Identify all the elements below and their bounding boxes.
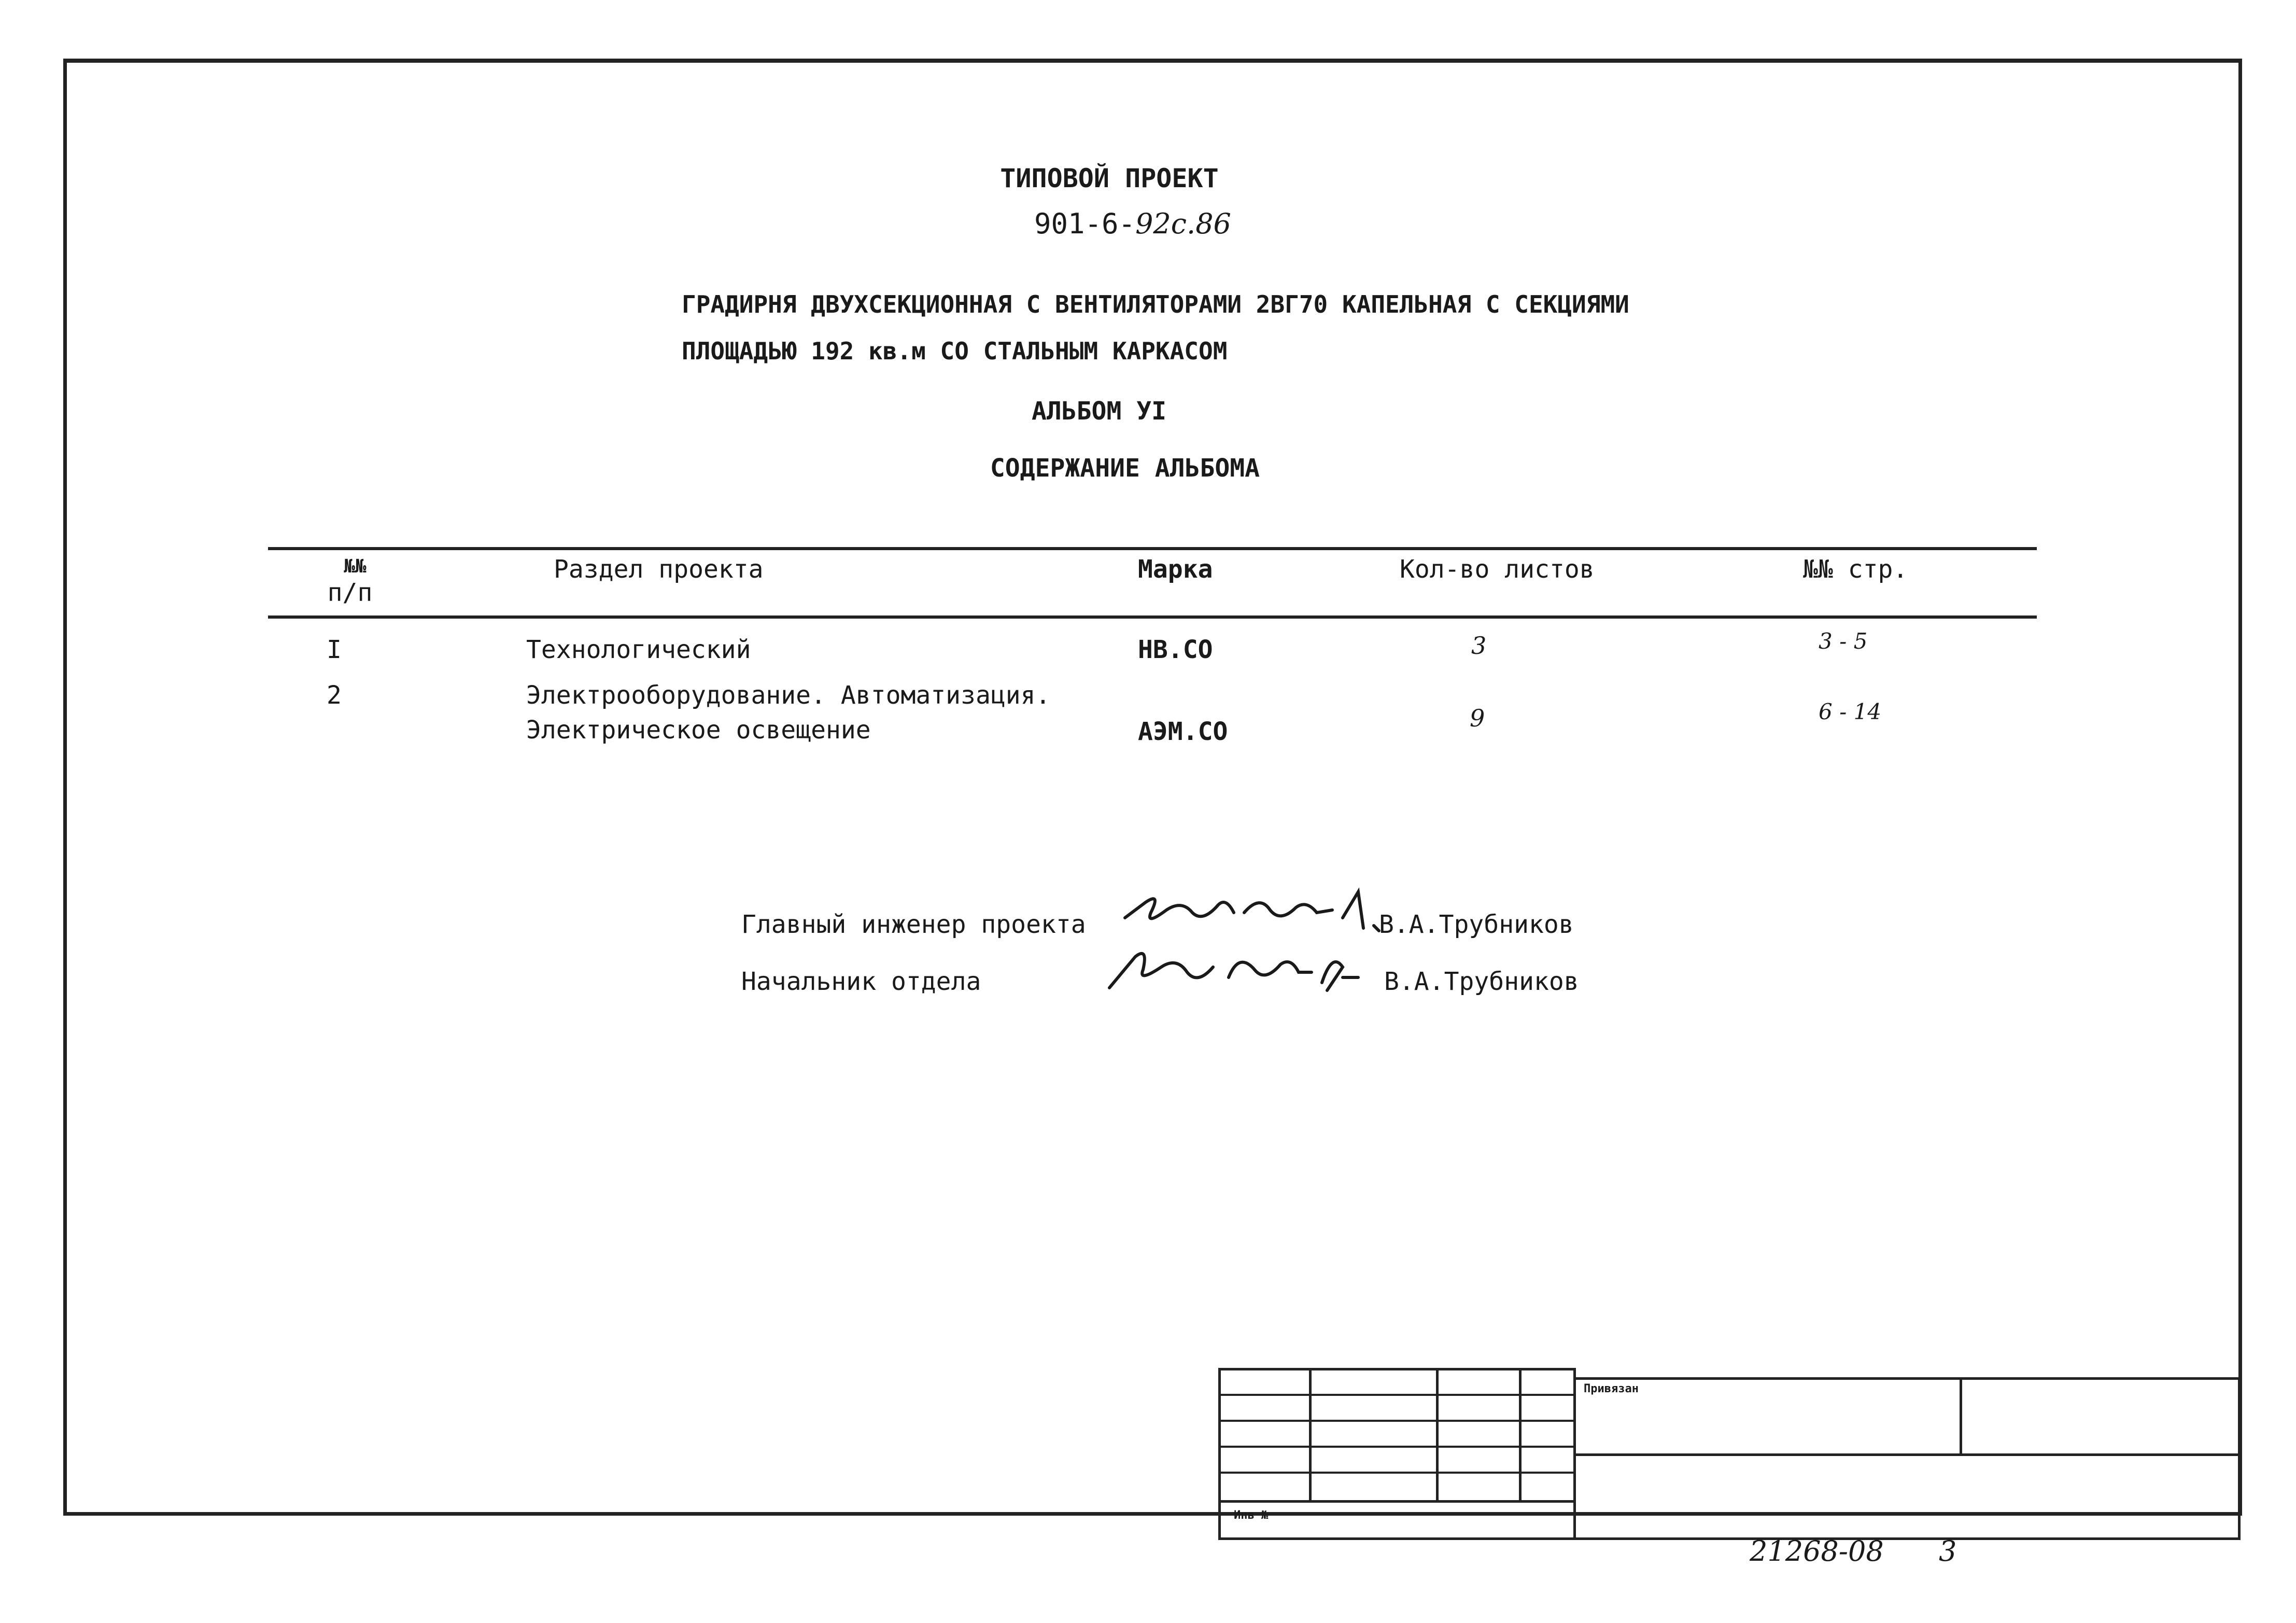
stamp-block — [1218, 1368, 2241, 1540]
album-title: АЛЬБОМ УI — [1031, 397, 1167, 426]
title-line-1: ГРАДИРНЯ ДВУХСЕКЦИОННАЯ С ВЕНТИЛЯТОРАМИ 2ВГ70 КАПЕЛЬНАЯ С СЕКЦИЯМИ — [682, 290, 1629, 318]
stamp-grid-h1 — [1218, 1394, 1576, 1396]
stamp-grid-v3 — [1519, 1368, 1522, 1502]
row-1-pages: 3 - 5 — [1819, 628, 1868, 654]
stamp-bound-divider-v — [1960, 1377, 1962, 1455]
project-number-handwritten: 92с.86 — [1135, 207, 1231, 240]
row-2-mark: АЭМ.СО — [1138, 717, 1228, 746]
page-number: 3 — [1939, 1535, 1957, 1568]
handwritten-signature-1 — [1115, 882, 1405, 939]
row-1-sheets: 3 — [1471, 632, 1487, 660]
stamp-grid-h3 — [1218, 1446, 1576, 1448]
signature-role-1: Главный инженер проекта — [741, 910, 1086, 939]
row-2-pages: 6 - 14 — [1819, 699, 1882, 724]
col-section: Раздел проекта — [554, 555, 764, 584]
stamp-grid-h2 — [1218, 1420, 1576, 1422]
stamp-grid-v1 — [1309, 1368, 1312, 1502]
col-mark: Марка — [1138, 555, 1213, 584]
contents-title: СОДЕРЖАНИЕ АЛЬБОМА — [990, 454, 1260, 483]
stamp-grid-h4 — [1218, 1472, 1576, 1474]
stamp-inv-label: Инв № — [1234, 1509, 1269, 1522]
col-pages: №№ стр. — [1803, 555, 1908, 584]
row-2-num: 2 — [327, 681, 342, 710]
stamp-bound-box — [1573, 1377, 2241, 1540]
project-number-printed: 901-6- — [1034, 207, 1136, 240]
row-2-sheets: 9 — [1470, 704, 1485, 732]
row-1-mark: НВ.СО — [1138, 635, 1213, 664]
row-2-section-line-2: Электрическое освещение — [526, 716, 871, 745]
project-number — [1034, 207, 1231, 240]
table-header-rule — [268, 615, 2037, 619]
col-num-top: №№ — [344, 556, 367, 577]
title-line-2: ПЛОЩАДЬЮ 192 кв.м СО СТАЛЬНЫМ КАРКАСОМ — [682, 337, 1228, 365]
document-number: 21268-08 — [1750, 1535, 1884, 1568]
project-type: ТИПОВОЙ ПРОЕКТ — [1000, 163, 1219, 193]
drawing-frame — [63, 59, 2242, 1516]
col-num-bottom: п/п — [327, 578, 373, 607]
stamp-grid-v2 — [1436, 1368, 1439, 1502]
row-1-section: Технологический — [526, 635, 751, 664]
stamp-bound-label: Привязан — [1584, 1382, 1639, 1395]
handwritten-signature-2 — [1099, 941, 1369, 998]
row-2-section-line-1: Электрооборудование. Автоматизация. — [526, 681, 1051, 710]
signature-name-2: В.А.Трубников — [1384, 967, 1579, 996]
row-1-num: I — [327, 635, 342, 664]
stamp-bound-divider-h — [1573, 1453, 2241, 1456]
col-sheets: Кол-во листов — [1400, 555, 1595, 584]
signature-role-2: Начальник отдела — [741, 967, 981, 996]
signature-name-1: В.А.Трубников — [1379, 910, 1574, 939]
stamp-grid-h5 — [1218, 1500, 1576, 1503]
table-top-rule — [268, 547, 2037, 550]
